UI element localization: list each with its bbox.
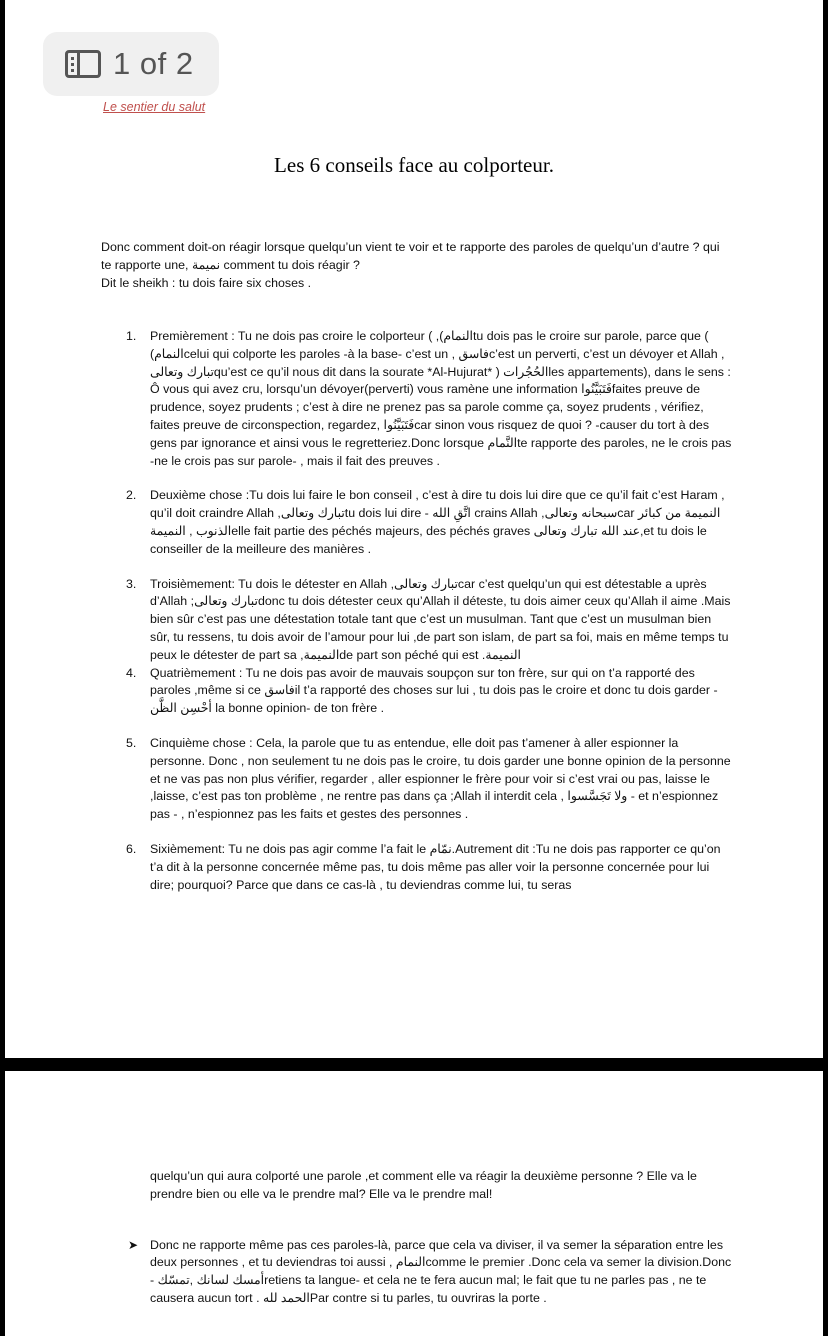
list-item-text: Quatrièmement : Tu ne dois pas avoir de mauvais soupçon sur ton frère, sur qui on t’a rapporté des paroles ,même si ce فاسقil t’a rapporté des choses sur lui , tu dois pas le croire et donc tu dois garder - أحْسِن الظَّن la bonne opinion- de ton frère . [150, 665, 718, 716]
list-item [101, 665, 733, 718]
continuation-paragraph: quelqu’un qui aura colporté une parole ,et comment elle va réagir la deuxième personne ? Elle va le prendre bien ou elle va le prendre mal? Elle va le prendre mal! [150, 1169, 697, 1201]
page-title: Les 6 conseils face au colporteur. [274, 153, 554, 177]
page-indicator-label: 1 of 2 [113, 46, 194, 81]
list-item-text: Premièrement : Tu ne dois pas croire le colporteur ( ,(النمامtu dois pas le croire sur parole, parce que ( (النمامcelui qui colporte les paroles -à la base- c’est un , فاسقc’est un perverti, c’est un dévoyer et Allah , تبارك وتعالىqu’est ce qu’il nous dit dans la sourate *Al-Hujurat* ) الحُجُراتles appartements), dans le sens : Ô vous qui avez cru, lorsqu’un dévoyer(perverti) vous ramène une information فَتَبَيَّنُواfaites preuve de prudence, soyez prudents ; c’est à dire ne prenez pas sa parole comme ça, soyez prudents , vérifiez, faites preuve de circonspection, regardez, فَتَبَيَّنُواcar sinon vous risquez de quoi ? -causer du tort à des gens par ignorance et ainsi vous le regretteriez.Donc lorsque النَّمامte rapporte des paroles, ne le crois pas -ne le crois pas sur parole- , mais il fait des preuves . [150, 329, 732, 468]
page-indicator[interactable] [43, 32, 219, 96]
list-number: 3. [126, 576, 137, 591]
intro-line: Donc comment doit-on réagir lorsque quelqu’un vient te voir et te rapporte des paroles de quelqu’un d’autre ? qui te rapporte une, نميمة comment tu dois réagir ? [101, 240, 720, 272]
list-item-text: Cinquième chose : Cela, la parole que tu as entendue, elle doit pas t’amener à aller espionner la personne. Donc , non seulement tu ne dois pas le croire, tu dois garder une bonne opinion de la personne et ne vas pas non plus vérifier, regarder , aller espionner le frère pour voir si c’est vrai ou pas, laisse le ,laisse, c’est pas ton problème , ne rentre pas dans ça ;Allah il interdit cela , ولا تَجَسَّسوا - et n’espionnez pas - , n’espionnez pas les faits et gestes des personnes . [150, 735, 731, 822]
document-header: Le sentier du salut [103, 100, 206, 114]
sidebar-panel-icon[interactable] [65, 50, 101, 78]
intro-line: Dit le sheikh : tu dois faire six choses . [101, 275, 312, 290]
bullet-text: Donc ne rapporte même pas ces paroles-là, parce que cela va diviser, il va semer la séparation entre les deux personnes , et tu deviendras toi aussi , النمامcomme le premier .Donc cela va semer la division.Donc - أمسك لسانك ,تمسّكretiens ta langue- et cela ne te fera aucun mal; le fait que tu ne parles pas , ne te causera aucun tort . الحمد للهPar contre si tu parles, tu ouvriras la porte . [150, 1237, 732, 1305]
list-number: 1. [126, 329, 137, 343]
list-number: 4. [126, 665, 137, 680]
list-item [101, 576, 733, 665]
list-item [101, 841, 733, 894]
list-item [101, 487, 733, 558]
list-item [101, 328, 733, 470]
list-number: 5. [126, 735, 137, 750]
list-item-text: Deuxième chose :Tu dois lui faire le bon conseil , c’est à dire tu dois lui dire que ce qu’il fait c’est Haram , qu’il doit craindre Allah ,تبارك وتعالىtu dois lui dire - اتَّقِ الله crains Allah ,سبحانه وتعالىcar النميمة من كبائر الذنوب , النميمةelle fait partie des péchés majeurs, des péchés graves عند الله تبارك وتعالى,et tu dois le conseiller de la meilleure des manières . [150, 488, 725, 556]
page2-content [128, 1168, 735, 1308]
list-item [101, 735, 733, 824]
list-number: 2. [126, 488, 137, 503]
list-item-text: Troisièmement: Tu dois le détester en Allah ,تبارك وتعالىcar c’est quelqu’un qui est détestable a uprès d’Allah ;تبارك وتعالىdonc tu dois détester ceux qu’Allah il déteste, tu dois aimer ceux qu’Allah il aime .Mais bien sûr c’est pas une détestation totale tant que c’est un musulman. Tant que c’est un musulman bien sûr, tu ressens, tu dois avoir de l’amour pour lui ,de part son islam, de part sa foi, mais en même temps tu peux le détester de part sa ,النميمةde part son péché qui est .النميمة [150, 576, 731, 662]
document-page-1 [5, 0, 823, 1058]
list-number: 6. [126, 841, 137, 856]
arrow-bullet-icon: ➤ [128, 1237, 139, 1252]
list-item-text: Sixièmement: Tu ne dois pas agir comme l’a fait le نمّام.Autrement dit :Tu ne dois pas rapporter ce qu’on t’a dit à la personne concernée même pas, tu dois même pas aller voir la personne concernée pour lui dire; pourquoi? Parce que dans ce cas-là , tu deviendras comme lui, tu seras [150, 841, 721, 892]
advice-list [101, 328, 733, 911]
intro-paragraph [101, 239, 731, 292]
document-page-2 [5, 1071, 823, 1336]
bullet-paragraph [128, 1237, 735, 1308]
